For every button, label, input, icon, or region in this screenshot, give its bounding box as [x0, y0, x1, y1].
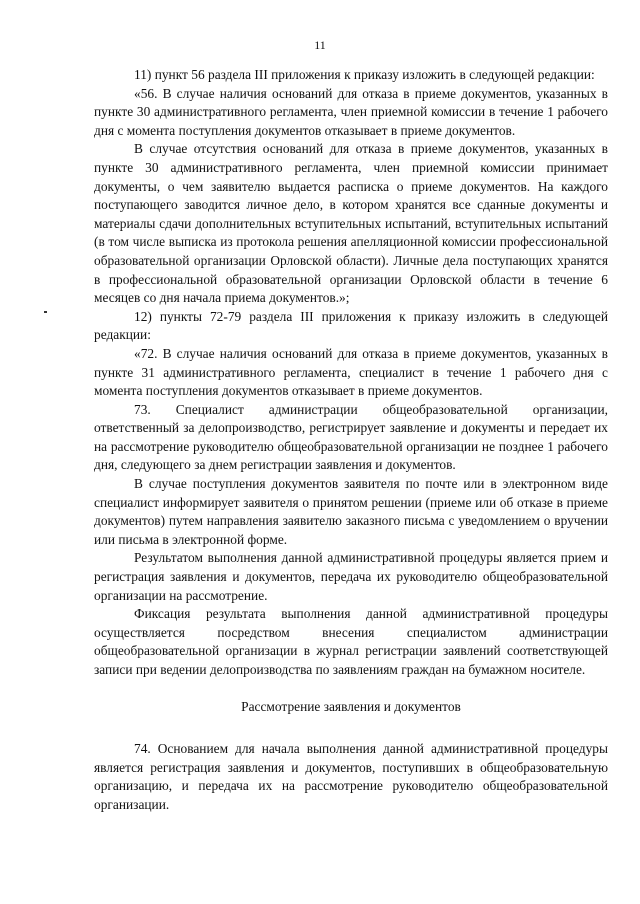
paragraph: «56. В случае наличия оснований для отказа в приеме документов, указанных в пункте 30 административного регламента, член приемной комиссии в течение 1 рабочего дня с момента поступления документов отказывает в приеме документов.	[94, 85, 608, 138]
paragraph: 73. Специалист администрации общеобразовательной организации, ответственный за делопроизводство, регистрирует заявление и документы и передает их на рассмотрение руководителю общеобразовательной организации не позднее 1 рабочего дня, следующего за днем регистрации заявления и документов.	[94, 401, 608, 473]
paragraph: Результатом выполнения данной административной процедуры является прием и регистрация заявления и документов, передача их руководителю общеобразовательной организации на рассмотрение.	[94, 550, 608, 603]
paragraph: «72. В случае наличия оснований для отказа в приеме документов, указанных в пункте 31 административного регламента, специалист в течение 1 рабочего дня с момента поступления документов отказывает в приеме документов.	[94, 345, 608, 399]
document-body	[94, 66, 608, 815]
paragraph: 11) пункт 56 раздела III приложения к приказу изложить в следующей редакции:	[134, 67, 595, 82]
scan-mark	[44, 311, 47, 313]
paragraph: В случае поступления документов заявителя по почте или в электронном виде специалист информирует заявителя о принятом решении (приеме или об отказе в приеме документов) путем направления заявителю заказного письма с уведомлением о вручении или письма в электронной форме.	[94, 476, 608, 547]
paragraph: 12) пункты 72-79 раздела III приложения к приказу изложить в следующей редакции:	[94, 308, 608, 343]
paragraph: Фиксация результата выполнения данной административной процедуры осуществляется посредством внесения специалистом администрации общеобразовательной организации в журнал регистрации заявлений соответствующей записи при ведении делопроизводства по заявлениям граждан на бумажном носителе.	[94, 606, 608, 677]
section-heading: Рассмотрение заявления и документов	[241, 698, 461, 714]
paragraph: В случае отсутствия оснований для отказа в приеме документов, указанных в пункте 30 административного регламента, член приемной комиссии принимает документы, о чем заявителю выдается расписка о приеме документов. На каждого поступающего заводится личное дело, в котором хранятся все сданные документы и материалы сдачи дополнительных вступительных испытаний, вступительных испытаний (в том числе выписка из протокола решения апелляционной комиссии профессиональной образовательной организации Орловской области). Личные дела поступающих хранятся в профессиональной образовательной организации Орловской области в течение 6 месяцев со дня начала приема документов.»;	[94, 141, 608, 306]
paragraph: 74. Основанием для начала выполнения данной административной процедуры является регистрация заявления и документов, поступивших в общеобразовательную организацию, и передача их на рассмотрение руководителю общеобразовательной организации.	[94, 741, 608, 812]
page-number: 11	[314, 38, 326, 52]
